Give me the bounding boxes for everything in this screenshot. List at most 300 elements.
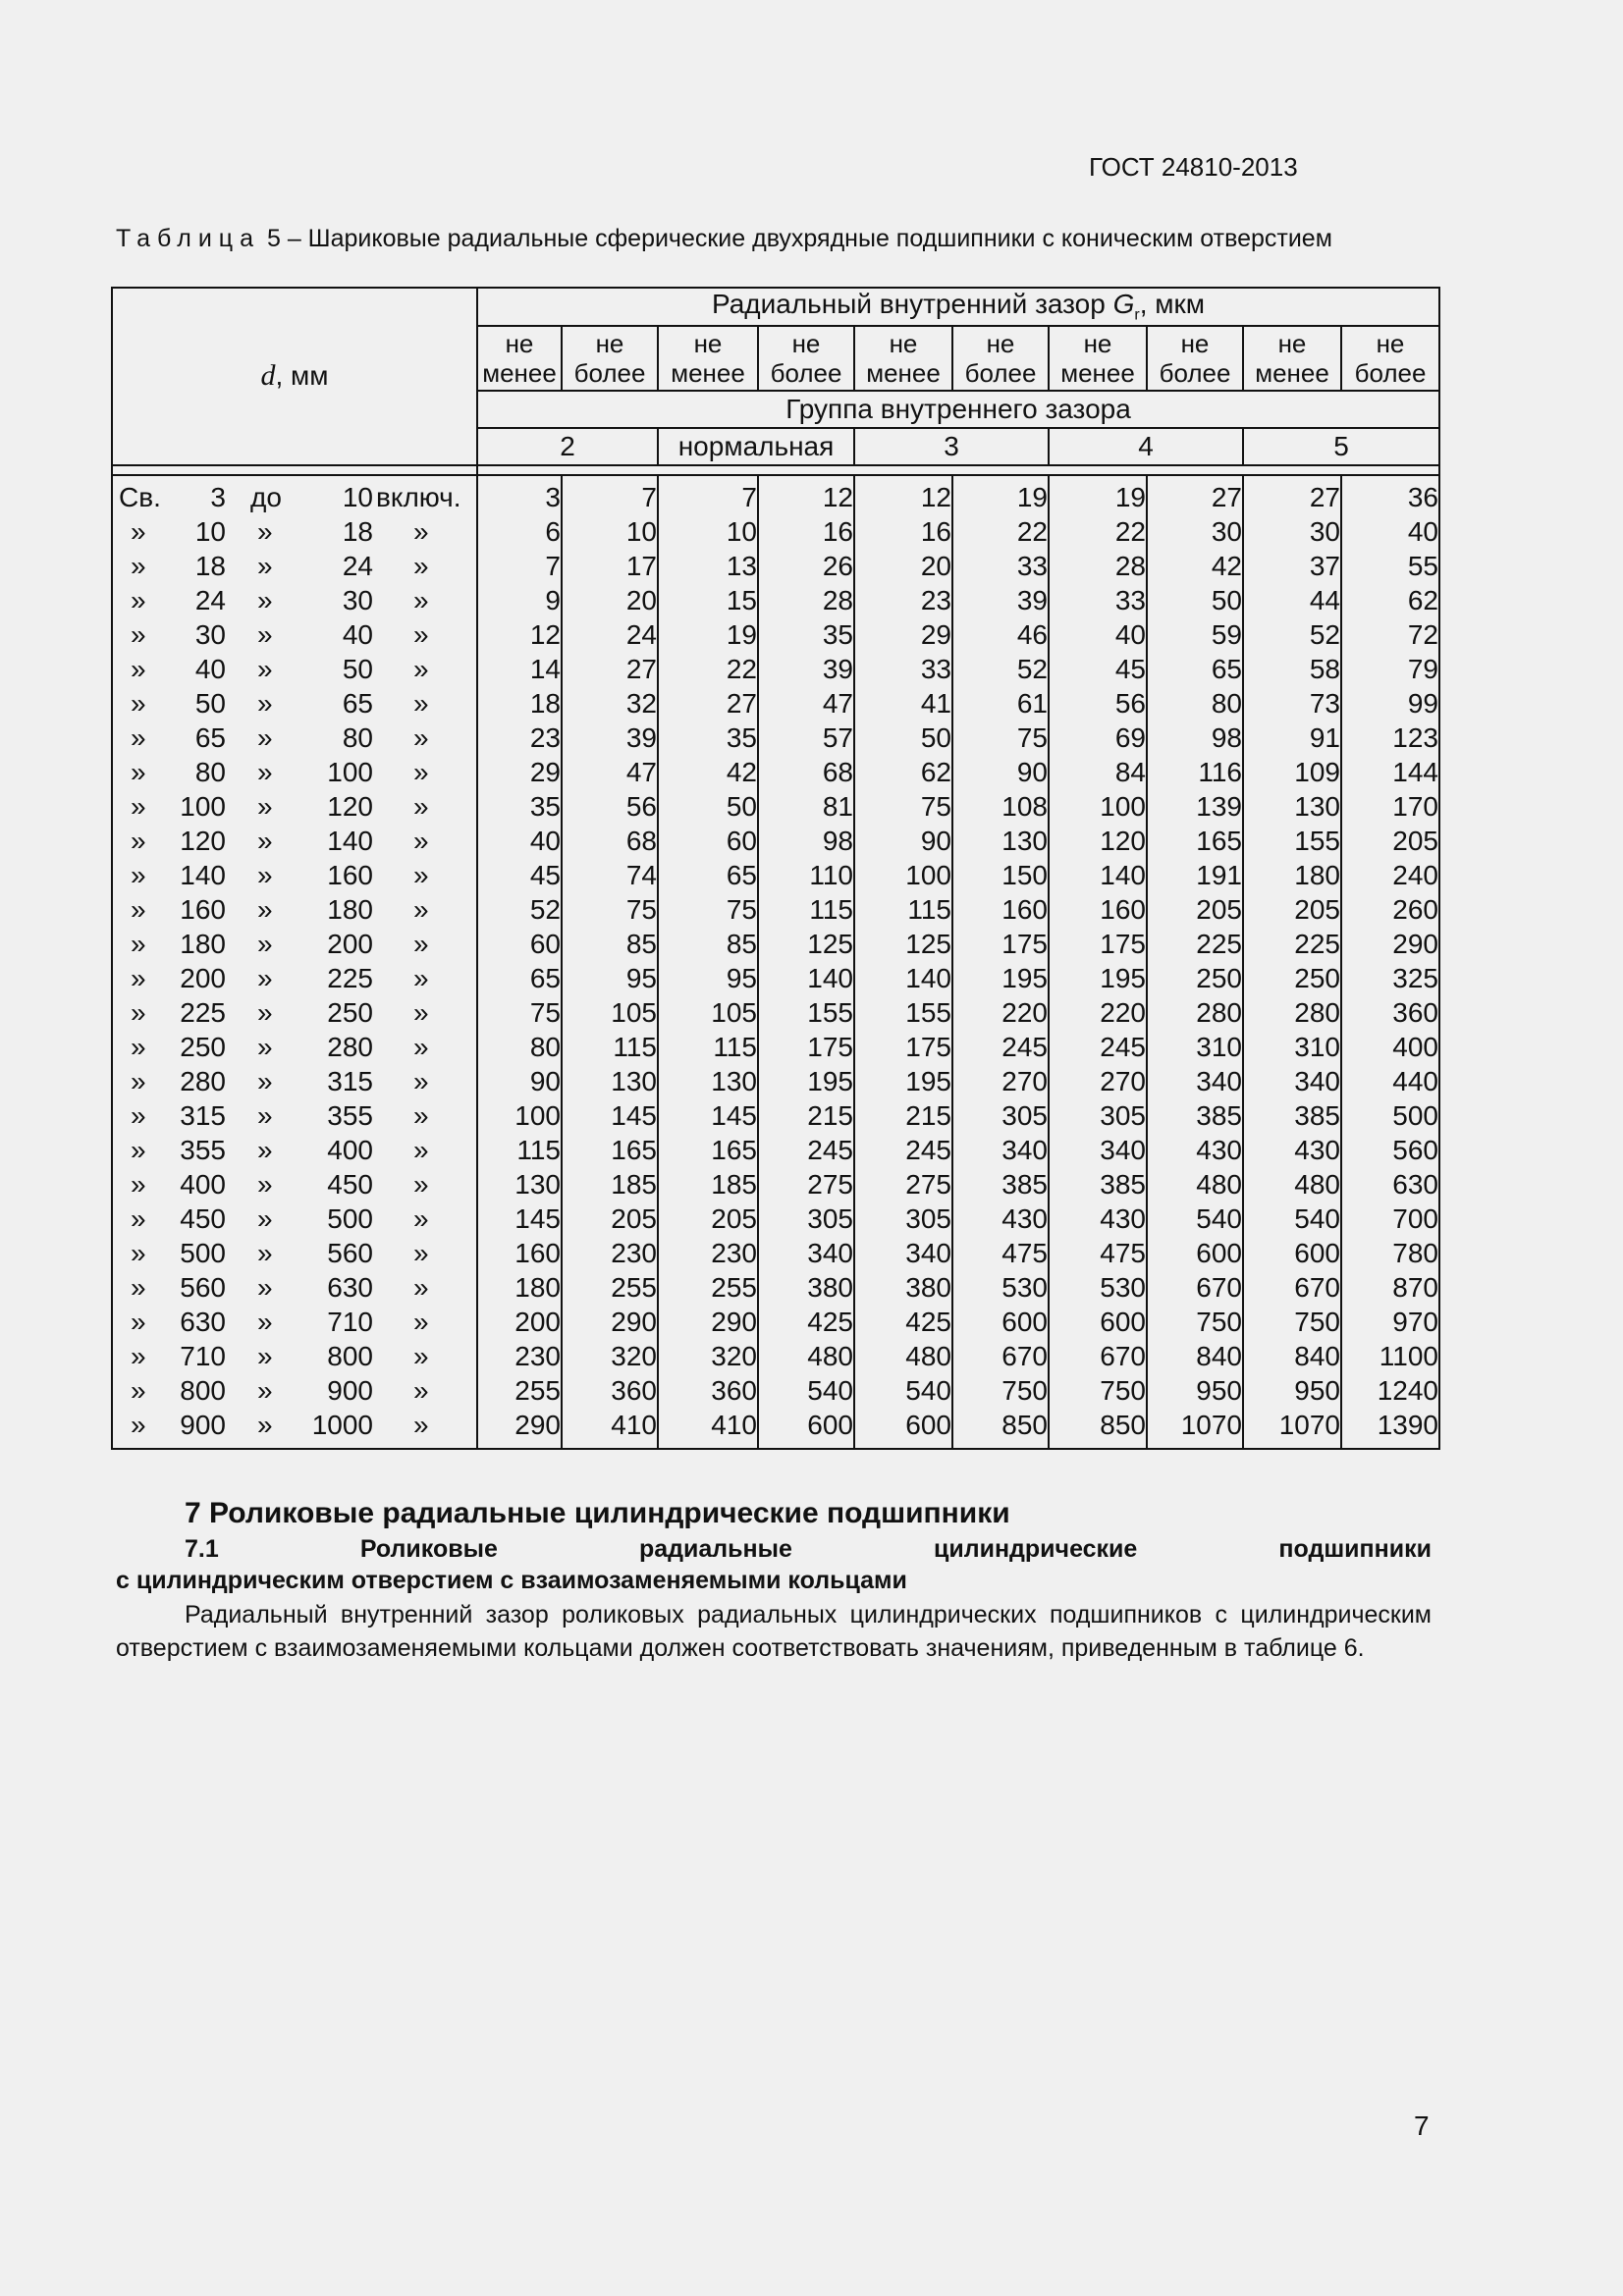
max-value: 39 [952,583,1049,617]
min-value: 3 [477,475,562,514]
min-value: 540 [1243,1201,1341,1236]
row-prefix: » [131,653,146,684]
row-from: 280 [180,1065,226,1096]
min-value: 12 [477,617,562,652]
max-value: 40 [1341,514,1439,549]
min-value: 7 [658,475,758,514]
header-word: более [1354,357,1427,388]
max-value: 430 [952,1201,1049,1236]
max-value: 220 [952,995,1049,1030]
max-value: 115 [758,892,854,927]
max-value: 290 [562,1305,658,1339]
max-value: 970 [1341,1305,1439,1339]
max-value: 68 [758,755,854,789]
row-label [112,892,477,927]
min-value: 60 [477,927,562,961]
max-value: 170 [1341,789,1439,824]
max-value: 410 [562,1408,658,1449]
row-prefix: » [131,790,146,822]
max-value: 750 [952,1373,1049,1408]
table-row [112,583,1439,617]
max-value: 20 [562,583,658,617]
row-to: 450 [327,1168,373,1200]
min-value: 155 [1243,824,1341,858]
min-value: 140 [1049,858,1147,892]
row-label [112,995,477,1030]
max-value: 260 [1341,892,1439,927]
min-header [854,326,952,391]
max-value: 215 [758,1098,854,1133]
row-suffix: » [413,790,429,822]
max-value: 630 [1341,1167,1439,1201]
row-to: 65 [342,687,373,719]
row-suffix: » [413,721,429,753]
min-value: 41 [854,686,952,721]
gap-cell [477,465,1439,475]
header-word: не [1180,328,1210,358]
row-from: 630 [180,1306,226,1337]
max-value: 12 [758,475,854,514]
max-value: 123 [1341,721,1439,755]
max-value: 600 [758,1408,854,1449]
min-value: 130 [658,1064,758,1098]
row-label [112,1201,477,1236]
min-value: 205 [1243,892,1341,927]
max-value: 1070 [1147,1408,1243,1449]
row-suffix: » [413,996,429,1028]
row-suffix: » [413,1409,429,1440]
row-from: 560 [180,1271,226,1303]
max-value: 850 [952,1408,1049,1449]
document-code: ГОСТ 24810-2013 [1089,152,1298,182]
row-separator: » [257,515,273,547]
row-from: 80 [194,756,226,787]
row-label [112,1064,477,1098]
row-label [112,961,477,995]
row-prefix: » [131,928,146,959]
row-label [112,617,477,652]
section-title: 7 Роликовые радиальные цилиндрические подшипники [185,1497,1010,1529]
min-value: 23 [477,721,562,755]
row-from: 3 [210,481,226,512]
row-to: 50 [342,653,373,684]
min-value: 160 [1049,892,1147,927]
row-prefix: » [131,515,146,547]
row-prefix: » [131,1374,146,1406]
min-value: 40 [1049,617,1147,652]
min-value: 185 [658,1167,758,1201]
max-value: 130 [562,1064,658,1098]
table-row [112,995,1439,1030]
row-to: 225 [327,962,373,993]
max-value: 700 [1341,1201,1439,1236]
min-value: 22 [1049,514,1147,549]
group-normal: нормальная [658,428,854,465]
max-value: 340 [1147,1064,1243,1098]
row-prefix: » [131,825,146,856]
max-value: 115 [562,1030,658,1064]
row-suffix: » [413,1374,429,1406]
max-value: 191 [1147,858,1243,892]
subsection-word: подшипники [1278,1535,1432,1563]
min-value: 410 [658,1408,758,1449]
row-suffix: » [413,825,429,856]
row-to: 160 [327,859,373,890]
max-value: 74 [562,858,658,892]
min-value: 109 [1243,755,1341,789]
row-separator: » [257,996,273,1028]
min-value: 290 [477,1408,562,1449]
row-to: 24 [342,550,373,581]
min-value: 140 [854,961,952,995]
row-to: 280 [327,1031,373,1062]
min-value: 100 [854,858,952,892]
table-row [112,617,1439,652]
max-value: 165 [562,1133,658,1167]
min-value: 23 [854,583,952,617]
row-from: 200 [180,962,226,993]
row-from: 10 [194,515,226,547]
clearance-table [111,287,1440,1450]
header-word: менее [1060,357,1135,388]
min-value: 29 [477,755,562,789]
subsection-word: цилиндрические [933,1535,1138,1563]
max-value: 310 [1147,1030,1243,1064]
max-value: 17 [562,549,658,583]
min-value: 530 [1049,1270,1147,1305]
max-value: 440 [1341,1064,1439,1098]
max-value: 27 [562,652,658,686]
row-suffix: » [413,1306,429,1337]
row-label [112,1236,477,1270]
row-to: 80 [342,721,373,753]
max-value: 600 [1147,1236,1243,1270]
row-suffix: » [413,1031,429,1062]
max-value: 205 [1341,824,1439,858]
row-suffix: » [413,1065,429,1096]
row-from: 400 [180,1168,226,1200]
row-label [112,583,477,617]
max-header [758,326,854,391]
min-value: 160 [477,1236,562,1270]
min-value: 115 [477,1133,562,1167]
min-value: 40 [477,824,562,858]
min-value: 305 [854,1201,952,1236]
min-value: 84 [1049,755,1147,789]
row-suffix: » [413,1099,429,1131]
max-value: 47 [562,755,658,789]
max-value: 27 [1147,475,1243,514]
row-prefix: » [131,618,146,650]
min-value: 245 [1049,1030,1147,1064]
table-row [112,721,1439,755]
max-value: 105 [562,995,658,1030]
min-value: 195 [854,1064,952,1098]
min-value: 95 [658,961,758,995]
table-row [112,514,1439,549]
min-value: 90 [477,1064,562,1098]
max-value: 385 [952,1167,1049,1201]
row-label [112,514,477,549]
header-word: не [595,328,624,358]
min-value: 385 [1243,1098,1341,1133]
min-value: 52 [1243,617,1341,652]
row-separator: » [257,756,273,787]
min-value: 45 [477,858,562,892]
max-value: 75 [952,721,1049,755]
row-prefix: » [131,550,146,581]
min-value: 115 [658,1030,758,1064]
min-value: 670 [1243,1270,1341,1305]
clearance-symbol: G [1112,289,1135,319]
max-value: 39 [562,721,658,755]
max-value: 500 [1341,1098,1439,1133]
group-3: 3 [854,428,1049,465]
row-prefix: » [131,1065,146,1096]
table-row [112,892,1439,927]
min-value: 12 [854,475,952,514]
row-separator: » [257,893,273,925]
clearance-subscript: r [1134,306,1140,324]
row-from: 140 [180,859,226,890]
min-value: 45 [1049,652,1147,686]
min-value: 35 [658,721,758,755]
max-value: 245 [758,1133,854,1167]
row-to: 315 [327,1065,373,1096]
min-value: 56 [1049,686,1147,721]
max-value: 185 [562,1167,658,1201]
max-header [1341,326,1439,391]
min-value: 19 [1049,475,1147,514]
max-value: 68 [562,824,658,858]
row-prefix: » [131,1306,146,1337]
row-prefix: Св. [119,481,161,512]
d-header [112,288,477,465]
row-separator: » [257,1168,273,1200]
min-value: 30 [1243,514,1341,549]
min-value: 27 [658,686,758,721]
row-suffix: » [413,1168,429,1200]
group-2: 2 [477,428,658,465]
min-value: 75 [658,892,758,927]
table-row [112,1270,1439,1305]
max-value: 340 [952,1133,1049,1167]
row-separator: » [257,962,273,993]
max-value: 195 [952,961,1049,995]
row-prefix: » [131,721,146,753]
row-to: 10 [342,481,373,512]
max-value: 425 [758,1305,854,1339]
row-from: 180 [180,928,226,959]
max-value: 108 [952,789,1049,824]
header-word: не [1277,328,1307,358]
max-value: 98 [758,824,854,858]
row-separator: » [257,1271,273,1303]
row-separator: » [257,1409,273,1440]
max-value: 305 [952,1098,1049,1133]
max-value: 325 [1341,961,1439,995]
min-value: 75 [477,995,562,1030]
max-value: 340 [758,1236,854,1270]
row-label [112,1339,477,1373]
min-value: 33 [1049,583,1147,617]
min-value: 91 [1243,721,1341,755]
row-from: 30 [194,618,226,650]
min-value: 225 [1243,927,1341,961]
min-value: 75 [854,789,952,824]
table-row [112,1167,1439,1201]
row-separator: » [257,1031,273,1062]
row-to: 355 [327,1099,373,1131]
row-prefix: » [131,859,146,890]
header-word: не [791,328,821,358]
min-value: 215 [854,1098,952,1133]
clearance-header-text: Радиальный внутренний зазор [711,289,1113,319]
min-value: 750 [1049,1373,1147,1408]
min-value: 130 [477,1167,562,1201]
min-value: 20 [854,549,952,583]
row-prefix: » [131,1031,146,1062]
table-row [112,1339,1439,1373]
max-value: 530 [952,1270,1049,1305]
max-value: 85 [562,927,658,961]
min-value: 19 [658,617,758,652]
row-from: 120 [180,825,226,856]
max-value: 780 [1341,1236,1439,1270]
row-label [112,686,477,721]
max-value: 600 [952,1305,1049,1339]
min-value: 28 [1049,549,1147,583]
max-value: 950 [1147,1373,1243,1408]
row-suffix: » [413,550,429,581]
max-header [1147,326,1243,391]
max-value: 240 [1341,858,1439,892]
max-value: 42 [1147,549,1243,583]
min-value: 1070 [1243,1408,1341,1449]
min-value: 29 [854,617,952,652]
row-to: 40 [342,618,373,650]
row-to: 1000 [311,1409,373,1440]
min-value: 305 [1049,1098,1147,1133]
row-to: 400 [327,1134,373,1165]
group-header: Группа внутреннего зазора [477,391,1439,428]
max-value: 139 [1147,789,1243,824]
max-header [952,326,1049,391]
min-value: 15 [658,583,758,617]
clearance-header [477,288,1439,326]
header-word: более [1159,357,1231,388]
max-value: 750 [1147,1305,1243,1339]
max-value: 245 [952,1030,1049,1064]
row-separator: » [257,653,273,684]
max-value: 59 [1147,617,1243,652]
min-header [1049,326,1147,391]
row-from: 160 [180,893,226,925]
row-from: 225 [180,996,226,1028]
header-word: менее [671,357,745,388]
max-value: 62 [1341,583,1439,617]
max-value: 400 [1341,1030,1439,1064]
min-value: 480 [1243,1167,1341,1201]
min-value: 180 [1243,858,1341,892]
subsection-word: Роликовые [359,1535,498,1563]
row-from: 18 [194,550,226,581]
max-value: 840 [1147,1339,1243,1373]
min-value: 205 [658,1201,758,1236]
row-to: 140 [327,825,373,856]
max-value: 30 [1147,514,1243,549]
row-suffix: » [413,756,429,787]
max-value: 33 [952,549,1049,583]
max-value: 28 [758,583,854,617]
max-value: 65 [1147,652,1243,686]
table-caption [116,224,1435,253]
row-separator: » [257,1202,273,1234]
header-word: не [505,328,534,358]
min-value: 950 [1243,1373,1341,1408]
min-value: 58 [1243,652,1341,686]
max-header [562,326,658,391]
min-value: 10 [658,514,758,549]
min-value: 130 [1243,789,1341,824]
min-value: 9 [477,583,562,617]
min-value: 245 [854,1133,952,1167]
row-separator: » [257,584,273,615]
min-value: 65 [658,858,758,892]
max-value: 230 [562,1236,658,1270]
row-label [112,1098,477,1133]
d-symbol: d [260,359,276,393]
row-from: 50 [194,687,226,719]
d-unit: , мм [275,360,329,392]
max-value: 305 [758,1201,854,1236]
max-value: 205 [1147,892,1243,927]
max-value: 145 [562,1098,658,1133]
min-value: 44 [1243,583,1341,617]
row-to: 560 [327,1237,373,1268]
max-value: 1390 [1341,1408,1439,1449]
max-value: 280 [1147,995,1243,1030]
row-from: 450 [180,1202,226,1234]
caption-text: 5 – Шариковые радиальные сферические двухрядные подшипники с коническим отверстием [266,225,1332,252]
min-value: 175 [1049,927,1147,961]
row-from: 24 [194,584,226,615]
row-separator: » [257,550,273,581]
min-value: 18 [477,686,562,721]
max-value: 475 [952,1236,1049,1270]
min-value: 90 [854,824,952,858]
max-value: 385 [1147,1098,1243,1133]
min-value: 195 [1049,961,1147,995]
max-value: 36 [1341,475,1439,514]
min-value: 6 [477,514,562,549]
min-value: 7 [477,549,562,583]
table-row [112,1098,1439,1133]
max-value: 540 [758,1373,854,1408]
header-word: не [693,328,723,358]
row-label [112,475,477,514]
row-to: 500 [327,1202,373,1234]
row-label [112,927,477,961]
row-to: 250 [327,996,373,1028]
table-row [112,475,1439,514]
min-value: 280 [1243,995,1341,1030]
row-suffix: » [413,928,429,959]
min-value: 14 [477,652,562,686]
max-value: 360 [1341,995,1439,1030]
min-value: 290 [658,1305,758,1339]
min-value: 310 [1243,1030,1341,1064]
